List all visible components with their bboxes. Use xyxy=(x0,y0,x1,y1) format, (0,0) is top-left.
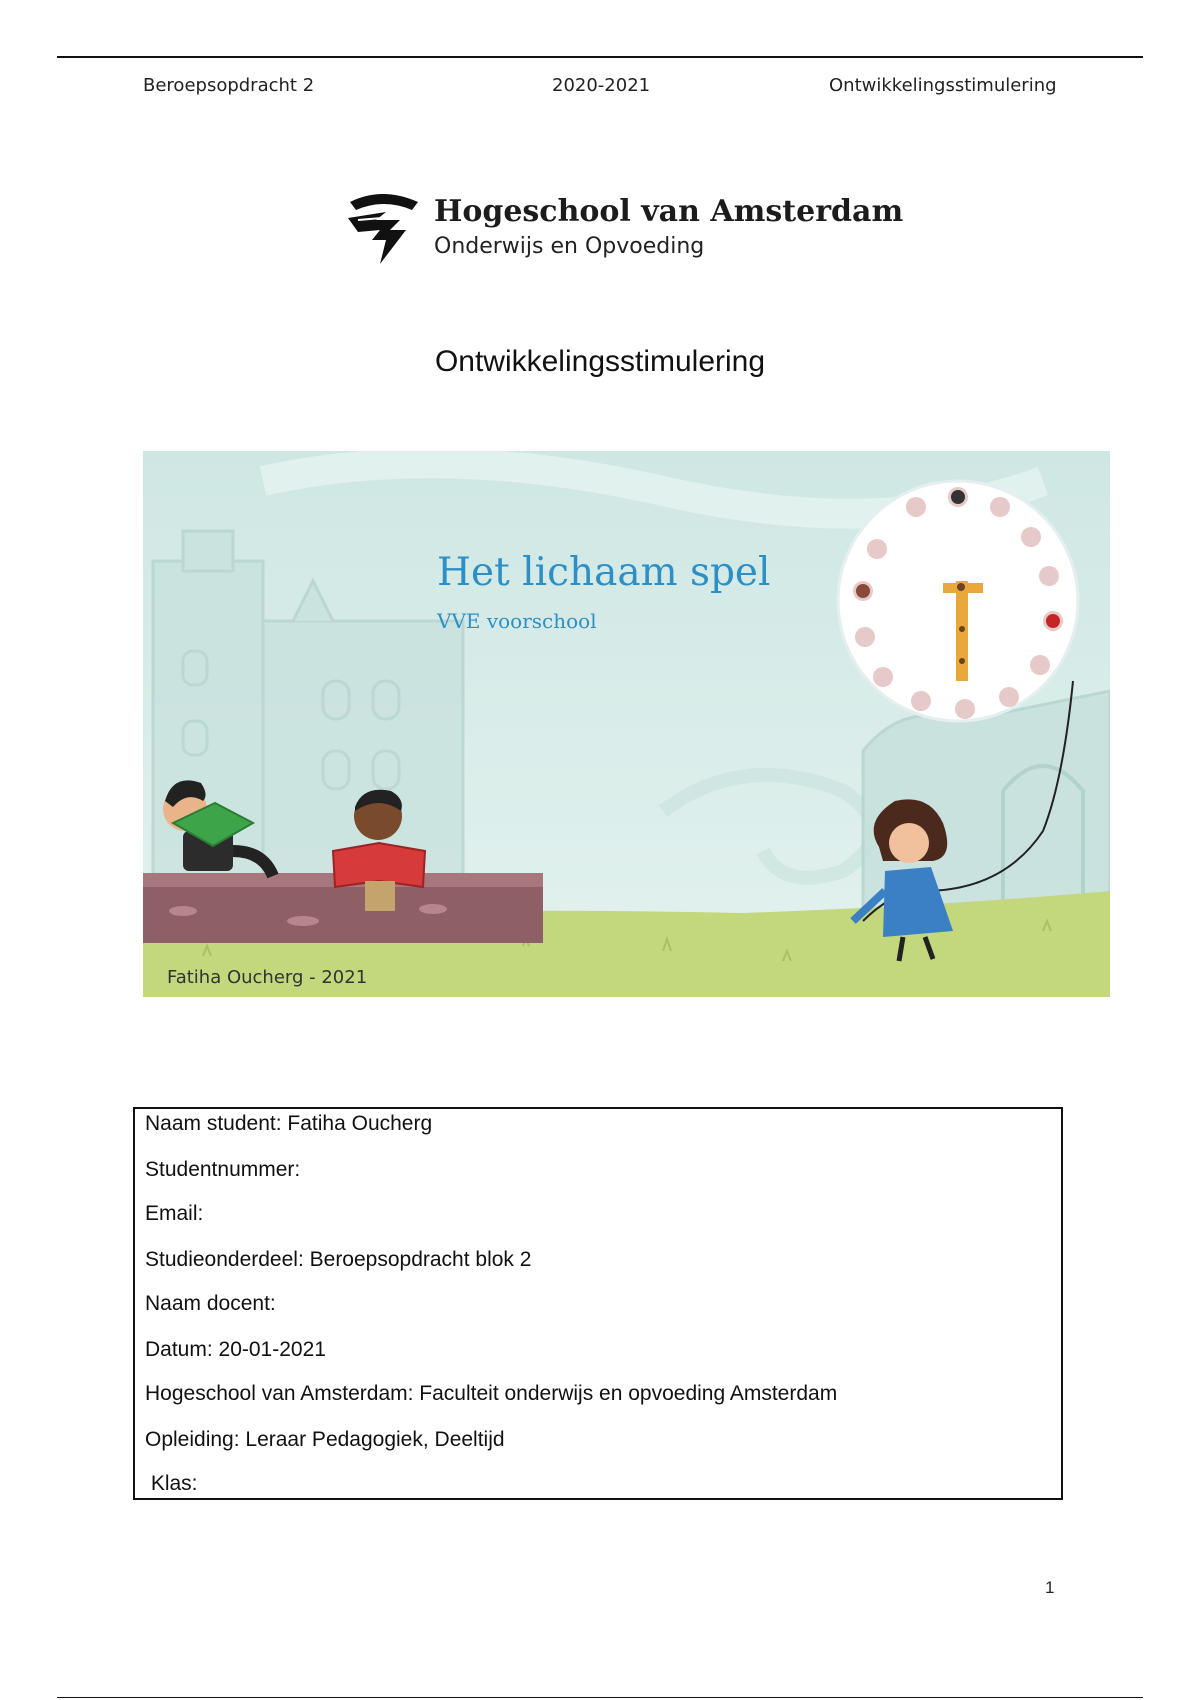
hva-logo-icon xyxy=(346,190,422,266)
footer-rule xyxy=(57,1697,1143,1698)
info-studentnummer: Studentnummer: xyxy=(145,1158,301,1181)
info-studieonderdeel: Studieonderdeel: Beroepsopdracht blok 2 xyxy=(145,1248,532,1271)
info-naam-docent: Naam docent: xyxy=(145,1292,276,1315)
header-year: 2020-2021 xyxy=(552,75,651,96)
header-course: Beroepsopdracht 2 xyxy=(143,75,315,96)
student-info-box xyxy=(133,1107,1063,1500)
cover-subtitle: VVE voorschool xyxy=(437,609,597,633)
header-rule xyxy=(57,56,1143,58)
header-subject: Ontwikkelingsstimulering xyxy=(829,75,1057,96)
document-title: Ontwikkelingsstimulering xyxy=(434,345,766,378)
info-naam-student: Naam student: Fatiha Oucherg xyxy=(145,1112,433,1135)
school-logo xyxy=(346,190,904,270)
info-opleiding: Opleiding: Leraar Pedagogiek, Deeltijd xyxy=(145,1428,505,1451)
info-klas: Klas: xyxy=(145,1472,198,1495)
cover-author: Fatiha Oucherg - 2021 xyxy=(167,967,368,988)
cover-illustration xyxy=(143,451,1110,997)
info-email: Email: xyxy=(145,1202,204,1225)
info-datum: Datum: 20-01-2021 xyxy=(145,1338,326,1361)
info-faculteit: Hogeschool van Amsterdam: Faculteit onderwijs en opvoeding Amsterdam xyxy=(145,1382,838,1405)
cover-illustration-art xyxy=(143,451,1110,997)
cover-title: Het lichaam spel xyxy=(437,550,771,595)
logo-faculty-name: Onderwijs en Opvoeding xyxy=(434,234,705,259)
logo-school-name: Hogeschool van Amsterdam xyxy=(434,194,904,229)
page-number: 1 xyxy=(1045,1578,1055,1597)
